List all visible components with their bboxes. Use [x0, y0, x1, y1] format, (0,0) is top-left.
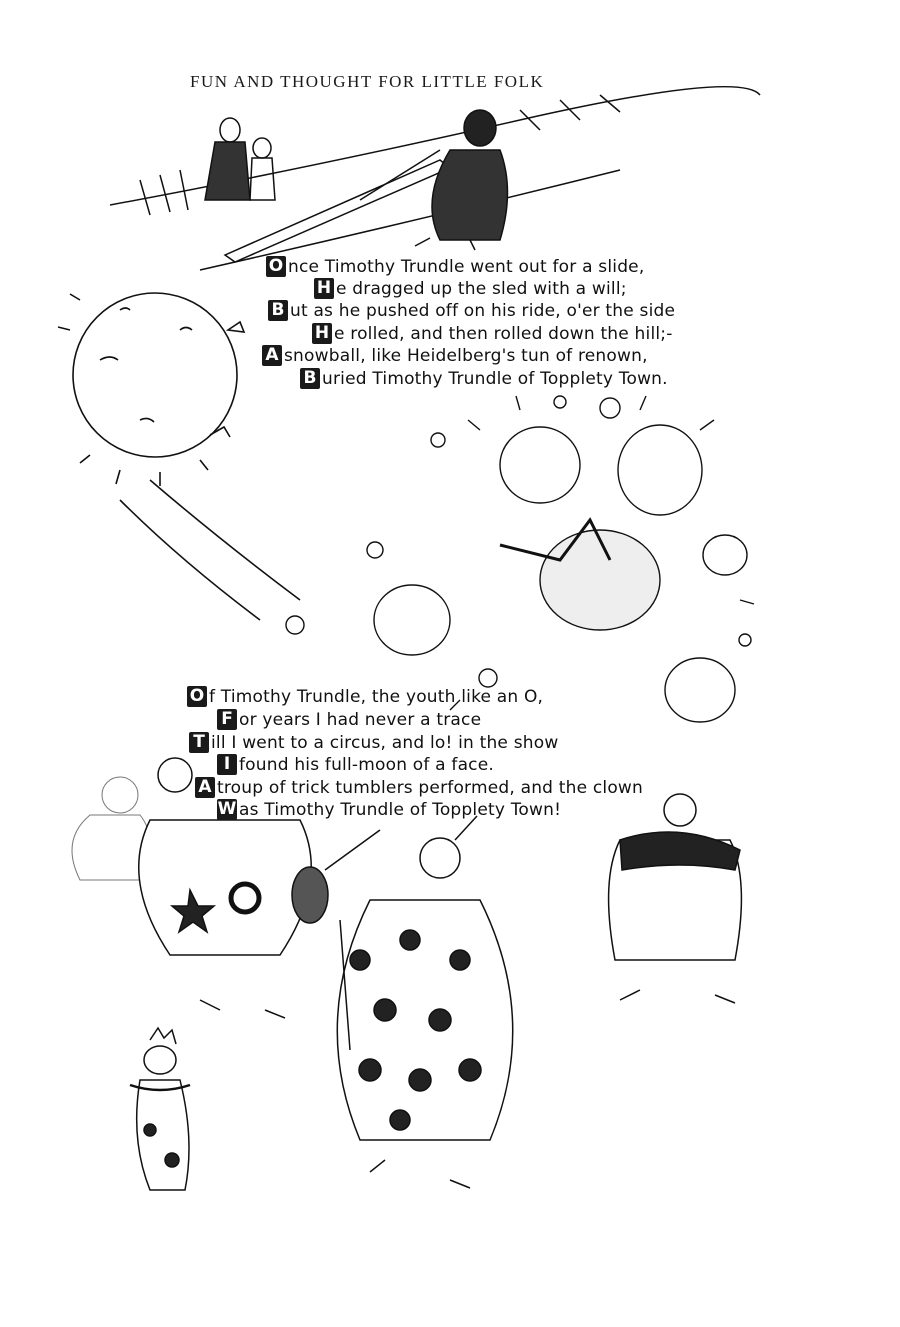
verse-line — [217, 754, 494, 775]
illuminated-initial: H — [314, 278, 334, 299]
verse-line-text: ut as he pushed off on his ride, o'er the side — [290, 300, 676, 321]
verse-line — [300, 368, 668, 389]
running-head: FUN AND THOUGHT FOR LITTLE FOLK — [190, 72, 545, 91]
illuminated-initial: A — [262, 345, 282, 366]
snowball-burst-illustration — [286, 396, 754, 722]
snowball-illustration — [58, 293, 300, 620]
verse-line-text: f Timothy Trundle, the youth like an O, — [209, 686, 544, 707]
verse-line — [314, 278, 627, 299]
verse-line — [217, 709, 481, 730]
sledding-scene-illustration — [110, 87, 760, 270]
verse-line-text: uried Timothy Trundle of Topplety Town. — [322, 368, 668, 389]
verse-line — [195, 777, 643, 798]
illuminated-initial: T — [189, 732, 209, 753]
illuminated-initial: A — [195, 777, 215, 798]
illuminated-initial: F — [217, 709, 237, 730]
verse-line-text: as Timothy Trundle of Topplety Town! — [239, 799, 562, 820]
verse-line-text: ill I went to a circus, and lo! in the show — [211, 732, 559, 753]
illuminated-initial: O — [266, 256, 286, 277]
verse-line-text: found his full-moon of a face. — [239, 754, 494, 775]
verse-line — [187, 686, 543, 707]
illuminated-initial: B — [268, 300, 288, 321]
verse-line-text: e rolled, and then rolled down the hill;- — [334, 323, 673, 344]
illuminated-initial: B — [300, 368, 320, 389]
verse-line-text: or years I had never a trace — [239, 709, 482, 730]
illuminated-initial: I — [217, 754, 237, 775]
illuminated-initial: O — [187, 686, 207, 707]
verse-line — [189, 732, 558, 753]
verse-line-text: e dragged up the sled with a will; — [336, 278, 627, 299]
verse-line — [268, 300, 675, 321]
verse-line — [262, 345, 648, 366]
verse-line-text: troup of trick tumblers performed, and the clown — [217, 777, 644, 798]
verse-line-text: nce Timothy Trundle went out for a slide, — [288, 256, 645, 277]
verse-line — [266, 256, 644, 277]
verse-line-text: snowball, like Heidelberg's tun of renown, — [284, 345, 648, 366]
verse-line — [217, 799, 561, 820]
illuminated-initial: H — [312, 323, 332, 344]
verse-line — [312, 323, 673, 344]
illuminated-initial: W — [217, 799, 237, 819]
circus-clowns-illustration — [72, 758, 741, 1190]
